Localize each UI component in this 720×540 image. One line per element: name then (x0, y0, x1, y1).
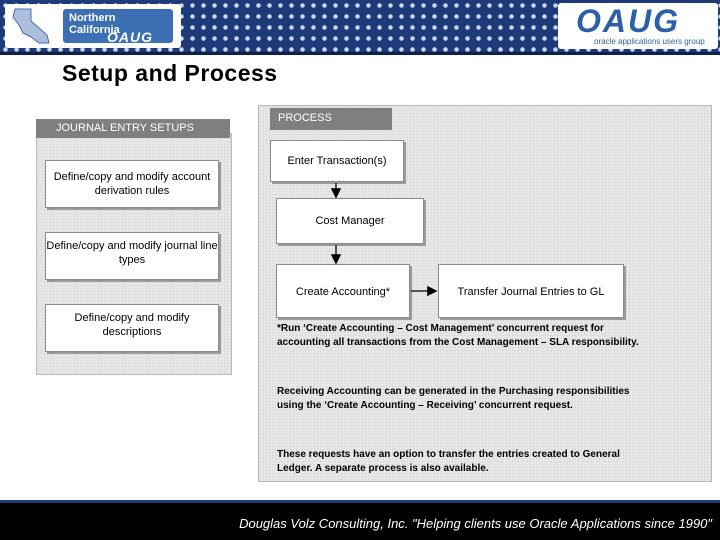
setup-item-account-derivation[interactable]: Define/copy and modify account derivation rules (45, 160, 219, 208)
setups-tab: JOURNAL ENTRY SETUPS (36, 119, 230, 138)
step-cost-manager[interactable]: Cost Manager (276, 198, 424, 244)
page-title: Setup and Process (62, 60, 278, 86)
step-transfer-to-gl[interactable]: Transfer Journal Entries to GL (438, 264, 624, 318)
process-tab: PROCESS (270, 108, 392, 130)
oaug-tagline: oracle applications users group (594, 37, 705, 46)
logo-line-2: California (69, 24, 120, 36)
step-enter-transactions[interactable]: Enter Transaction(s) (270, 140, 404, 182)
note-transfer-option: These requests have an option to transfer the entries created to General Ledger. A separate process is also available. (277, 449, 620, 474)
setup-item-descriptions[interactable]: Define/copy and modify descriptions (45, 304, 219, 352)
oaug-brand-text: OAUG (576, 3, 680, 39)
logo-brand-small: OAUG (107, 29, 153, 45)
note-receiving-accounting: Receiving Accounting can be generated in the Purchasing responsibilities using the ‘Create Accounting – Receiving’ concurrent request. (277, 386, 630, 411)
step-create-accounting[interactable]: Create Accounting* (276, 264, 410, 318)
logo-line-1: Northern (69, 12, 116, 24)
note-cost-management: *Run ‘Create Accounting – Cost Management’ concurrent request for accounting all transactions from the Cost Management – SLA responsibility. (277, 323, 639, 348)
setup-item-journal-line-types[interactable]: Define/copy and modify journal line types (45, 232, 219, 280)
footer-text: Douglas Volz Consulting, Inc. "Helping clients use Oracle Applications since 1990" (239, 516, 712, 531)
footer-bar (0, 500, 720, 540)
